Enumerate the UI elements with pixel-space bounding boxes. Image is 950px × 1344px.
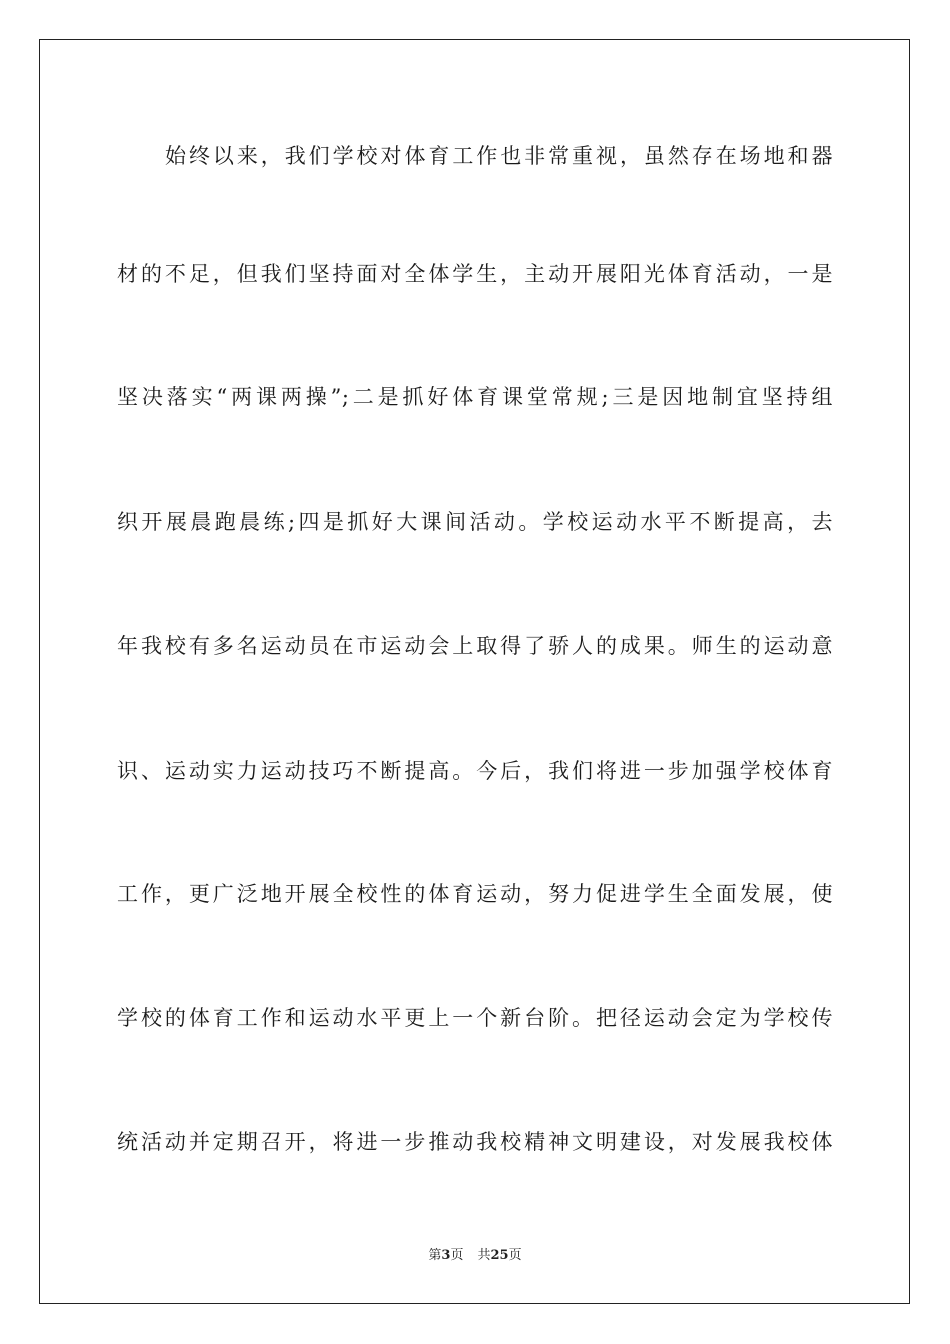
paragraph-line: 织开展晨跑晨练;四是抓好大课间活动。学校运动水平不断提高，去 bbox=[117, 510, 833, 534]
page-suffix: 页 bbox=[450, 1248, 464, 1263]
paragraph-line: 识、运动实力运动技巧不断提高。今后，我们将进一步加强学校体育 bbox=[117, 759, 833, 783]
total-pages: 25 bbox=[490, 1248, 509, 1263]
page-footer bbox=[0, 1247, 950, 1265]
page-prefix: 第 bbox=[428, 1248, 442, 1263]
paragraph-line: 年我校有多名运动员在市运动会上取得了骄人的成果。师生的运动意 bbox=[117, 634, 833, 658]
paragraph-line: 始终以来，我们学校对体育工作也非常重视，虽然存在场地和器 bbox=[165, 144, 833, 168]
total-prefix: 共 bbox=[477, 1248, 491, 1263]
paragraph-line: 工作，更广泛地开展全校性的体育运动，努力促进学生全面发展，使 bbox=[117, 882, 833, 906]
paragraph-line: 统活动并定期召开，将进一步推动我校精神文明建设，对发展我校体 bbox=[117, 1130, 833, 1154]
paragraph-line: 坚决落实“两课两操”;二是抓好体育课堂常规;三是因地制宜坚持组 bbox=[117, 385, 833, 409]
paragraph-line: 材的不足，但我们坚持面对全体学生，主动开展阳光体育活动，一是 bbox=[117, 262, 833, 286]
page-border bbox=[39, 39, 910, 1304]
paragraph-line: 学校的体育工作和运动水平更上一个新台阶。把径运动会定为学校传 bbox=[117, 1006, 833, 1030]
total-suffix: 页 bbox=[508, 1248, 522, 1263]
page-number: 3 bbox=[441, 1248, 451, 1263]
